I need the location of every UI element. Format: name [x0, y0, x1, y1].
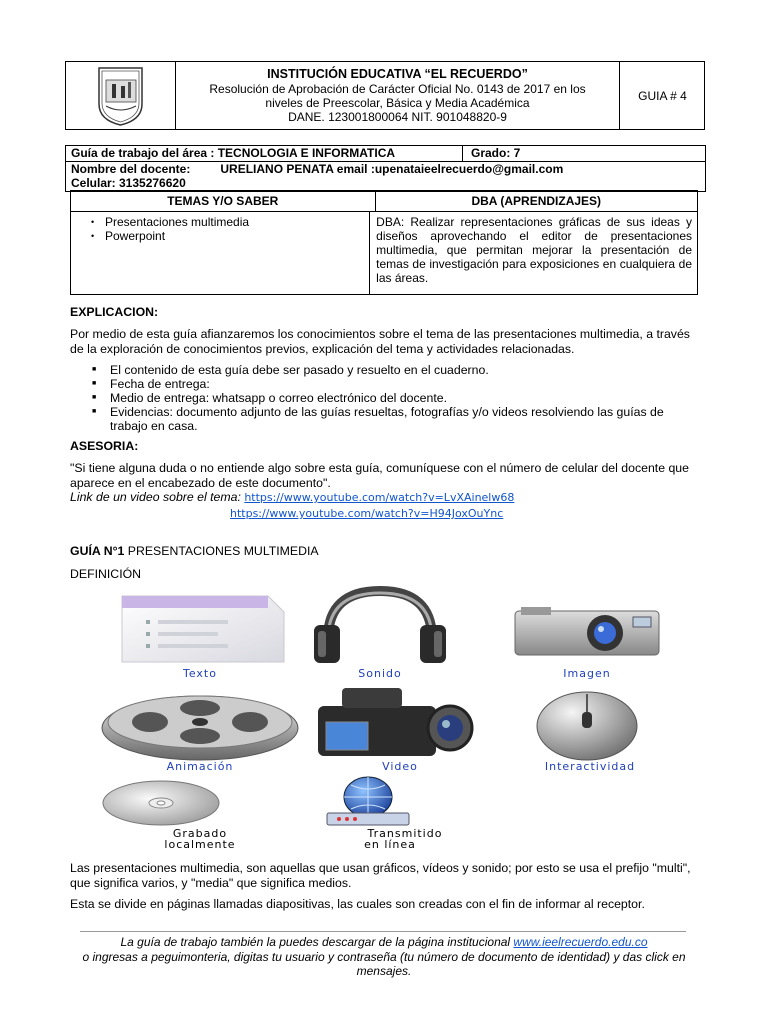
label-interactividad: Interactividad: [544, 760, 636, 773]
mouse-icon: [530, 688, 645, 762]
dba-cell: [370, 212, 697, 294]
video-link-2[interactable]: https://www.youtube.com/watch?v=H94JoxOuYnc: [230, 507, 504, 520]
logo-cell: [66, 62, 176, 129]
slides-paragraph: Esta se divide en páginas llamadas diapositivas, las cuales son creadas con el fin de informar al receptor.: [70, 897, 645, 911]
teacher-label: Nombre del docente:: [71, 161, 191, 176]
instruction-item: ■ Medio de entrega: whatsapp o correo electrónico del docente.: [90, 391, 690, 405]
guide1-name: PRESENTACIONES MULTIMEDIA: [124, 544, 319, 558]
camera-icon: [513, 605, 661, 657]
footer-text-1: La guía de trabajo también la puedes descargar de la página institucional: [120, 935, 514, 949]
video-link-label: Link de un video sobre el tema:: [70, 490, 241, 504]
topic-item: • Presentaciones multimedia: [91, 215, 369, 229]
resolution-line: Resolución de Aprobación de Carácter Oficial No. 0143 de 2017 en los: [209, 82, 586, 96]
footer-line-2: o ingresas a peguimonteria, digitas tu usuario y contraseña (tu número de documento de identidad) y das click en mensajes.: [82, 949, 686, 978]
explicacion-heading: EXPLICACION:: [70, 305, 159, 319]
dba-label: DBA:: [376, 215, 405, 229]
topics-header: [71, 191, 697, 212]
page-footer: [70, 935, 698, 979]
institution-website-link[interactable]: www.ieelrecuerdo.edu.co: [513, 935, 648, 949]
definition-heading: DEFINICIÓN: [70, 567, 142, 581]
topics-list-cell: [71, 212, 370, 294]
topic-item: • Powerpoint: [91, 229, 369, 243]
video-link-1[interactable]: https://www.youtube.com/watch?v=LvXAinelw68: [244, 491, 515, 504]
video-camera-icon: [312, 682, 482, 762]
grade-label: Grado: 7: [462, 146, 711, 161]
institution-info: [176, 62, 619, 129]
label-grabado-2: localmente: [164, 838, 236, 851]
instruction-item: ■ Fecha de entrega:: [90, 377, 690, 391]
footer-divider: [80, 931, 686, 932]
phone-row: Celular: 3135276620: [71, 176, 186, 190]
asesoria-heading: ASESORIA:: [70, 439, 139, 453]
headphones-icon: [310, 585, 450, 667]
label-imagen: Imagen: [563, 667, 611, 680]
guide-info-box: [65, 145, 706, 192]
label-texto: Texto: [183, 667, 217, 680]
instruction-item: ■ El contenido de esta guía debe ser pasado y resuelto en el cuaderno.: [90, 363, 690, 377]
header-table: [65, 61, 705, 130]
school-shield-logo: [66, 62, 175, 129]
explicacion-paragraph: Por medio de esta guía afianzaremos los conocimientos sobre el tema de las presentaciones multimedia, a través de la exploración de conocimientos previos, explicación del tema y actividades relacionadas.: [70, 327, 690, 356]
asesoria-paragraph: "Si tiene alguna duda o no entiende algo sobre esta guía, comuníquese con el número de celular del docente que aparece en el encabezado de este documento".: [70, 461, 689, 490]
area-row: [66, 146, 705, 162]
topics-table: [70, 190, 698, 295]
film-reel-icon: [100, 690, 300, 762]
label-animacion: Animación: [166, 760, 234, 773]
video-links: [70, 490, 696, 506]
cd-disc-icon: [100, 779, 222, 827]
teacher-row: [66, 162, 705, 177]
guide1-number: GUÍA N°1: [70, 544, 125, 558]
instruction-item: ■ Evidencias: documento adjunto de las guías resueltas, fotografías y/o videos resolviendo las guías de trabajo en casa.: [90, 405, 690, 433]
label-sonido: Sonido: [358, 667, 402, 680]
instructions-list: [90, 363, 690, 433]
multimedia-paragraph: Las presentaciones multimedia, son aquellas que usan gráficos, vídeos y sonido; por esto se usa el prefijo "multi", que significa varios, y "media" que significa medios.: [70, 861, 691, 890]
guide-number: GUIA # 4: [619, 62, 705, 129]
video-link-2-wrap: [230, 506, 503, 520]
area-label: Guía de trabajo del área : TECNOLOGIA E INFORMATICA: [71, 146, 396, 160]
network-globe-icon: [323, 775, 413, 827]
footer-line-1: [70, 935, 698, 950]
levels-line: niveles de Preescolar, Básica y Media Académica: [265, 96, 530, 110]
teacher-name-email: URELIANO PENATA email :upenataieelrecuerdo@gmail.com: [220, 161, 564, 176]
institution-title: INSTITUCIÓN EDUCATIVA “EL RECUERDO”: [267, 67, 528, 81]
topics-body: [71, 212, 697, 294]
topics-header-a: TEMAS Y/O SABER: [71, 191, 376, 211]
label-grabado-1: Grabado: [172, 827, 228, 840]
guide1-title: [70, 544, 696, 559]
text-document-icon: [118, 592, 286, 664]
label-video: Video: [382, 760, 418, 773]
dba-text: Realizar representaciones gráficas de sus ideas y diseños aprovechando el editor de presentaciones multimedia, que permitan mejorar la presentación de temas de investigación para exposiciones en cualquiera de las áreas.: [376, 215, 692, 285]
topics-header-b: DBA (APRENDIZAJES): [471, 194, 602, 208]
dane-nit-line: DANE. 123001800064 NIT. 901048820-9: [288, 110, 507, 124]
label-transmitido-2: en línea: [364, 838, 416, 851]
label-transmitido-1: Transmitido: [367, 827, 443, 840]
